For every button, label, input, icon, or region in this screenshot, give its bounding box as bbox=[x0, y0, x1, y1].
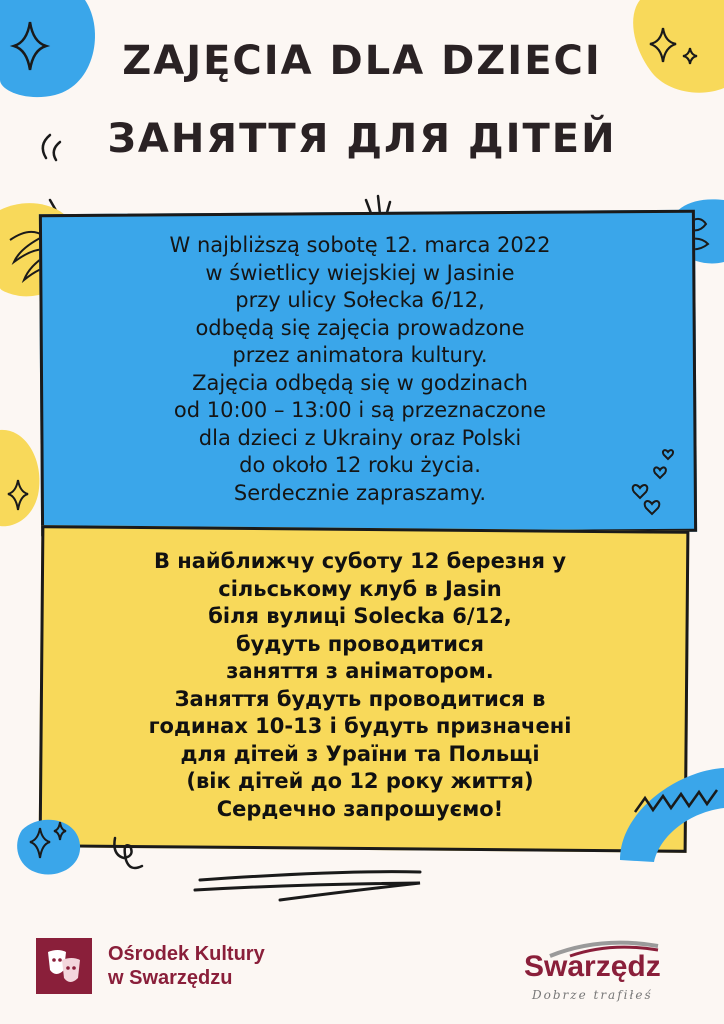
text-line: сільському клуб в Jasin bbox=[218, 576, 502, 601]
osrodek-kultury-line1: Ośrodek Kultury bbox=[108, 943, 265, 965]
text-line: В найближчу суботу 12 березня у bbox=[153, 549, 567, 573]
blue-zigzag-band bbox=[620, 768, 724, 862]
curl-mark bbox=[114, 838, 142, 868]
text-line: dla dzieci z Ukrainy oraz Polski bbox=[198, 425, 522, 450]
text-line: (вік дітей до 12 року життя) bbox=[186, 769, 534, 793]
text-line: Сердечно запрошуємо! bbox=[216, 796, 504, 821]
text-line: W najbliższą sobotę 12. marca 2022 bbox=[169, 233, 551, 257]
swarzedz-logo-name: Swarzędz bbox=[524, 950, 661, 983]
text-line: біля вулиці Solecka 6/12, bbox=[208, 604, 512, 628]
swarzedz-logo-tagline: Dobrze trafiłeś bbox=[532, 988, 653, 1002]
text-line: для дітей з Ураїни та Польщі bbox=[180, 741, 540, 766]
text-line: w świetlicy wiejskiej w Jasinie bbox=[205, 260, 515, 285]
heart-icon bbox=[633, 450, 673, 514]
text-line: Zajęcia odbędą się w godzinach bbox=[192, 370, 528, 395]
text-line: Заняття будуть проводитися в bbox=[174, 686, 546, 711]
blue-blob-bottom-left bbox=[17, 820, 80, 875]
theatre-masks-icon bbox=[36, 938, 92, 994]
title-ukrainian: ЗАНЯТТЯ ДЛЯ ДІТЕЙ bbox=[107, 116, 617, 162]
osrodek-kultury-logo bbox=[36, 938, 92, 994]
text-line: odbędą się zajęcia prowadzone bbox=[195, 315, 525, 340]
text-line: do około 12 roku życia. bbox=[239, 453, 481, 477]
text-line: годинах 10-13 і будуть призначені bbox=[148, 714, 572, 738]
text-line: przy ulicy Sołecka 6/12, bbox=[235, 288, 485, 312]
text-line: Serdecznie zapraszamy. bbox=[233, 480, 487, 505]
title-polish: ZAJĘCIA DLA DZIECI bbox=[122, 38, 602, 84]
squiggle bbox=[200, 872, 420, 880]
text-line: od 10:00 – 13:00 i są przeznaczone bbox=[173, 398, 547, 422]
squiggle bbox=[195, 883, 420, 900]
osrodek-kultury-line2: w Swarzędzu bbox=[108, 967, 233, 989]
text-line: przez animatora kultury. bbox=[232, 343, 488, 367]
text-line: заняття з аніматором. bbox=[226, 659, 494, 683]
text-line: будуть проводитися bbox=[236, 631, 484, 656]
